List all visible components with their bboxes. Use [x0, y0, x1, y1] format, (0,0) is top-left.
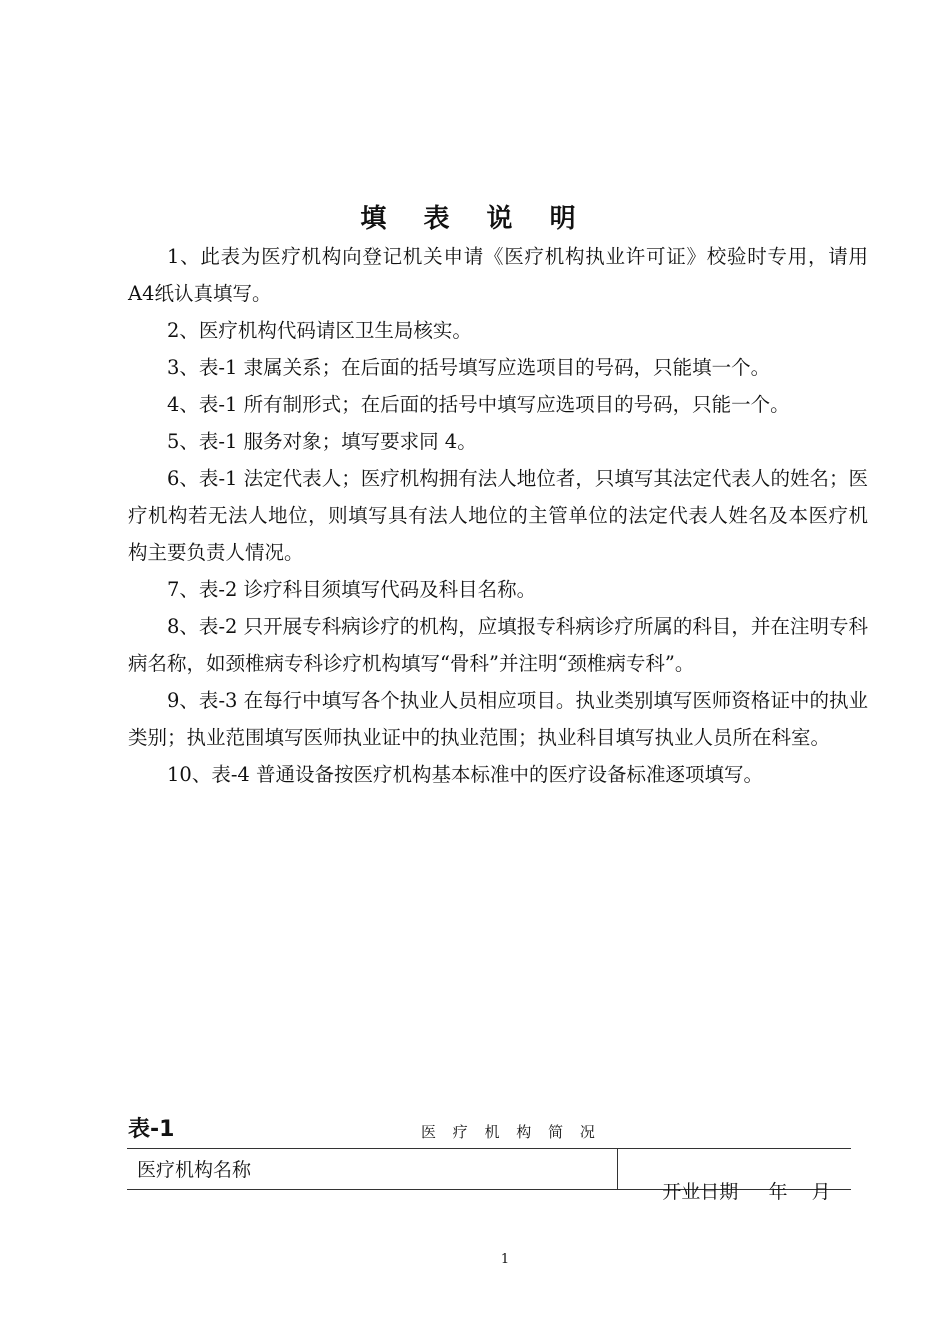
- institution-name-cell[interactable]: [127, 1149, 618, 1189]
- table-caption: 医 疗 机 构 简 况: [421, 1123, 601, 1141]
- instruction-item-6: 6、表-1 法定代表人；医疗机构拥有法人地位者，只填写其法定代表人的姓名；医疗机构若无法人地位，则填写具有法人地位的主管单位的法定代表人姓名及本医疗机构主要负责人情况。: [128, 467, 868, 564]
- opening-date-label: 开业日期 年 月: [662, 1181, 831, 1203]
- instruction-item-7: 7、表-2 诊疗科目须填写代码及科目名称。: [167, 578, 537, 601]
- instruction-item-2: 2、医疗机构代码请区卫生局核实。: [167, 319, 472, 342]
- instruction-item-10: 10、表-4 普通设备按医疗机构基本标准中的医疗设备标准逐项填写。: [167, 763, 764, 786]
- instructions-list: [128, 238, 868, 793]
- institution-name-label: 医疗机构名称: [137, 1159, 252, 1181]
- instruction-item-1: 1、此表为医疗机构向登记机关申请《医疗机构执业许可证》校验时专用，请用 A4纸认真填写。: [128, 245, 868, 305]
- instruction-item-3: 3、表-1 隶属关系；在后面的括号填写应选项目的号码，只能填一个。: [167, 356, 771, 379]
- table-label: 表-1: [128, 1117, 175, 1142]
- instruction-item-8: 8、表-2 只开展专科病诊疗的机构，应填报专科病诊疗所属的科目，并在注明专科病名称，如颈椎病专科诊疗机构填写“骨科”并注明“颈椎病专科”。: [128, 615, 868, 675]
- page-title: 填 表 说 明: [360, 204, 590, 234]
- opening-date-cell[interactable]: [618, 1149, 851, 1203]
- instruction-item-4: 4、表-1 所有制形式；在后面的括号中填写应选项目的号码，只能一个。: [167, 393, 790, 416]
- institution-info-table: [127, 1148, 851, 1203]
- page-number: 1: [500, 1252, 510, 1267]
- instruction-item-5: 5、表-1 服务对象；填写要求同 4。: [167, 430, 477, 453]
- instruction-item-9: 9、表-3 在每行中填写各个执业人员相应项目。执业类别填写医师资格证中的执业类别；执业范围填写医师执业证中的执业范围；执业科目填写执业人员所在科室。: [128, 689, 868, 749]
